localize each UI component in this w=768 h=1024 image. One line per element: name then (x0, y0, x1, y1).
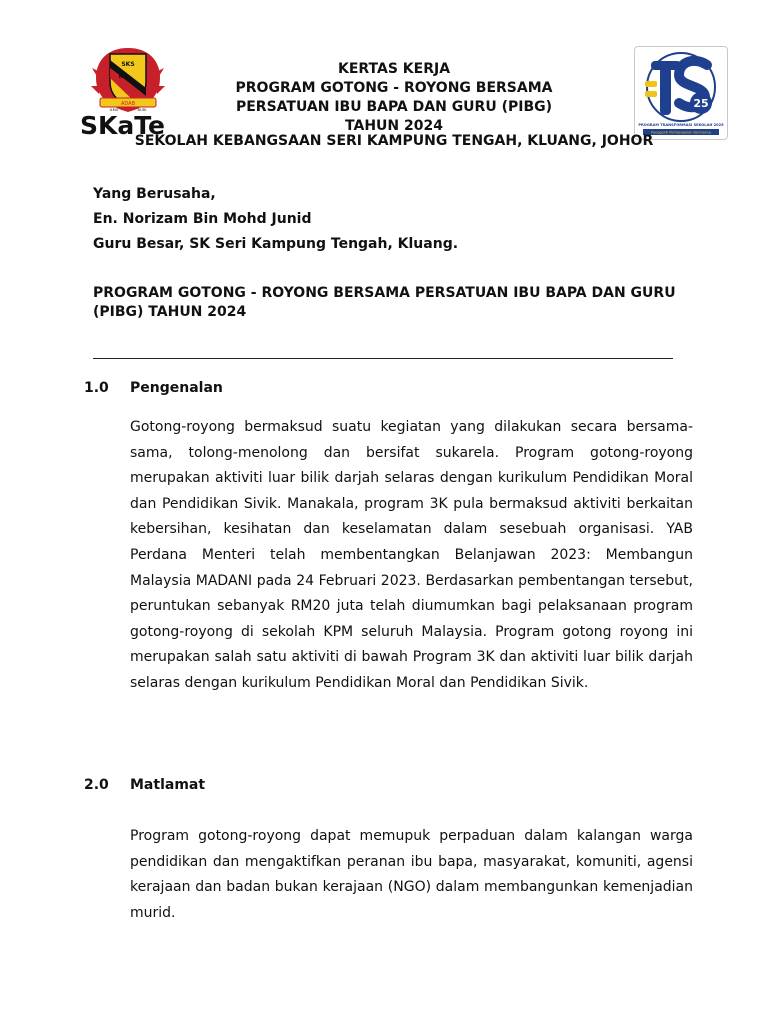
title-divider (93, 358, 673, 359)
header-kertas-kerja: KERTAS KERJA (337, 61, 451, 77)
header-school: SEKOLAH KEBANGSAAN SERI KAMPUNG TENGAH, KLUANG, JOHOR (134, 133, 654, 149)
badge-initials: SKS (121, 61, 135, 68)
document-header (90, 60, 698, 155)
badge-letter: K (118, 73, 124, 80)
badge-word-ilmu: ILMU (109, 108, 119, 112)
program-title-line1: PROGRAM GOTONG - ROYONG BERSAMA PERSATUAN IBU BAPA DAN GURU (93, 285, 676, 301)
section-number: 2.0 (84, 777, 109, 793)
skate-logo-text: SKaTe (80, 111, 165, 140)
badge-word-budi: BUDI (137, 108, 147, 112)
addressee-block (93, 182, 458, 257)
addressee-name: En. Norizam Bin Mohd Junid (93, 211, 312, 227)
ts25-banner: Pengganti Pembelajaran Bermakna (651, 130, 711, 135)
addressee-position: Guru Besar, SK Seri Kampung Tengah, Kluang. (93, 236, 459, 252)
section-title: Pengenalan (130, 380, 223, 396)
badge-motto: ADAB (120, 101, 136, 107)
section-paragraph: Gotong-royong bermaksud suatu kegiatan yang dilakukan secara bersama-sama, tolong-menolong dan bersifat sukarela. Program gotong-royong merupakan aktiviti luar bilik darjah selaras dengan kurikulum Pendidikan Moral dan Pendidikan Sivik. Manakala, program 3K pula bermaksud aktiviti berkaitan kebersihan, kesihatan dan keselamatan dalam sesebuah organisasi. YAB Perdana Menteri telah membentangkan Belanjawan 2023: Membangun Malaysia MADANI pada 24 Februari 2023. Berdasarkan pembentangan tersebut, peruntukan sebanyak RM20 juta telah diumumkan bagi pelaksanaan program gotong-royong di sekolah KPM seluruh Malaysia. Program gotong royong ini merupakan salah satu aktiviti di bawah Program 3K dan aktiviti luar bilik darjah selaras dengan kurikulum Pendidikan Moral dan Pendidikan Sivik. (130, 419, 693, 691)
header-program: PROGRAM GOTONG - ROYONG BERSAMA (235, 80, 553, 96)
section-number: 1.0 (84, 380, 109, 396)
section-paragraph: Program gotong-royong dapat memupuk perpaduan dalam kalangan warga pendidikan dan mengaktifkan peranan ibu bapa, masyarakat, komuniti, agensi kerajaan dan badan bukan kerajaan (NGO) dalam membangunkan kemenjadian murid. (130, 828, 693, 921)
section-title: Matlamat (130, 777, 206, 793)
ts25-caption: PROGRAM TRANSFORMASI SEKOLAH 2025 (638, 123, 724, 127)
program-title-line2: (PIBG) TAHUN 2024 (93, 304, 247, 320)
header-year: TAHUN 2024 (345, 118, 443, 134)
header-pibg: PERSATUAN IBU BAPA DAN GURU (PIBG) (235, 99, 553, 115)
ts25-number: 25 (693, 97, 709, 110)
program-title (93, 284, 698, 322)
addressee-salutation: Yang Berusaha, (93, 186, 216, 202)
